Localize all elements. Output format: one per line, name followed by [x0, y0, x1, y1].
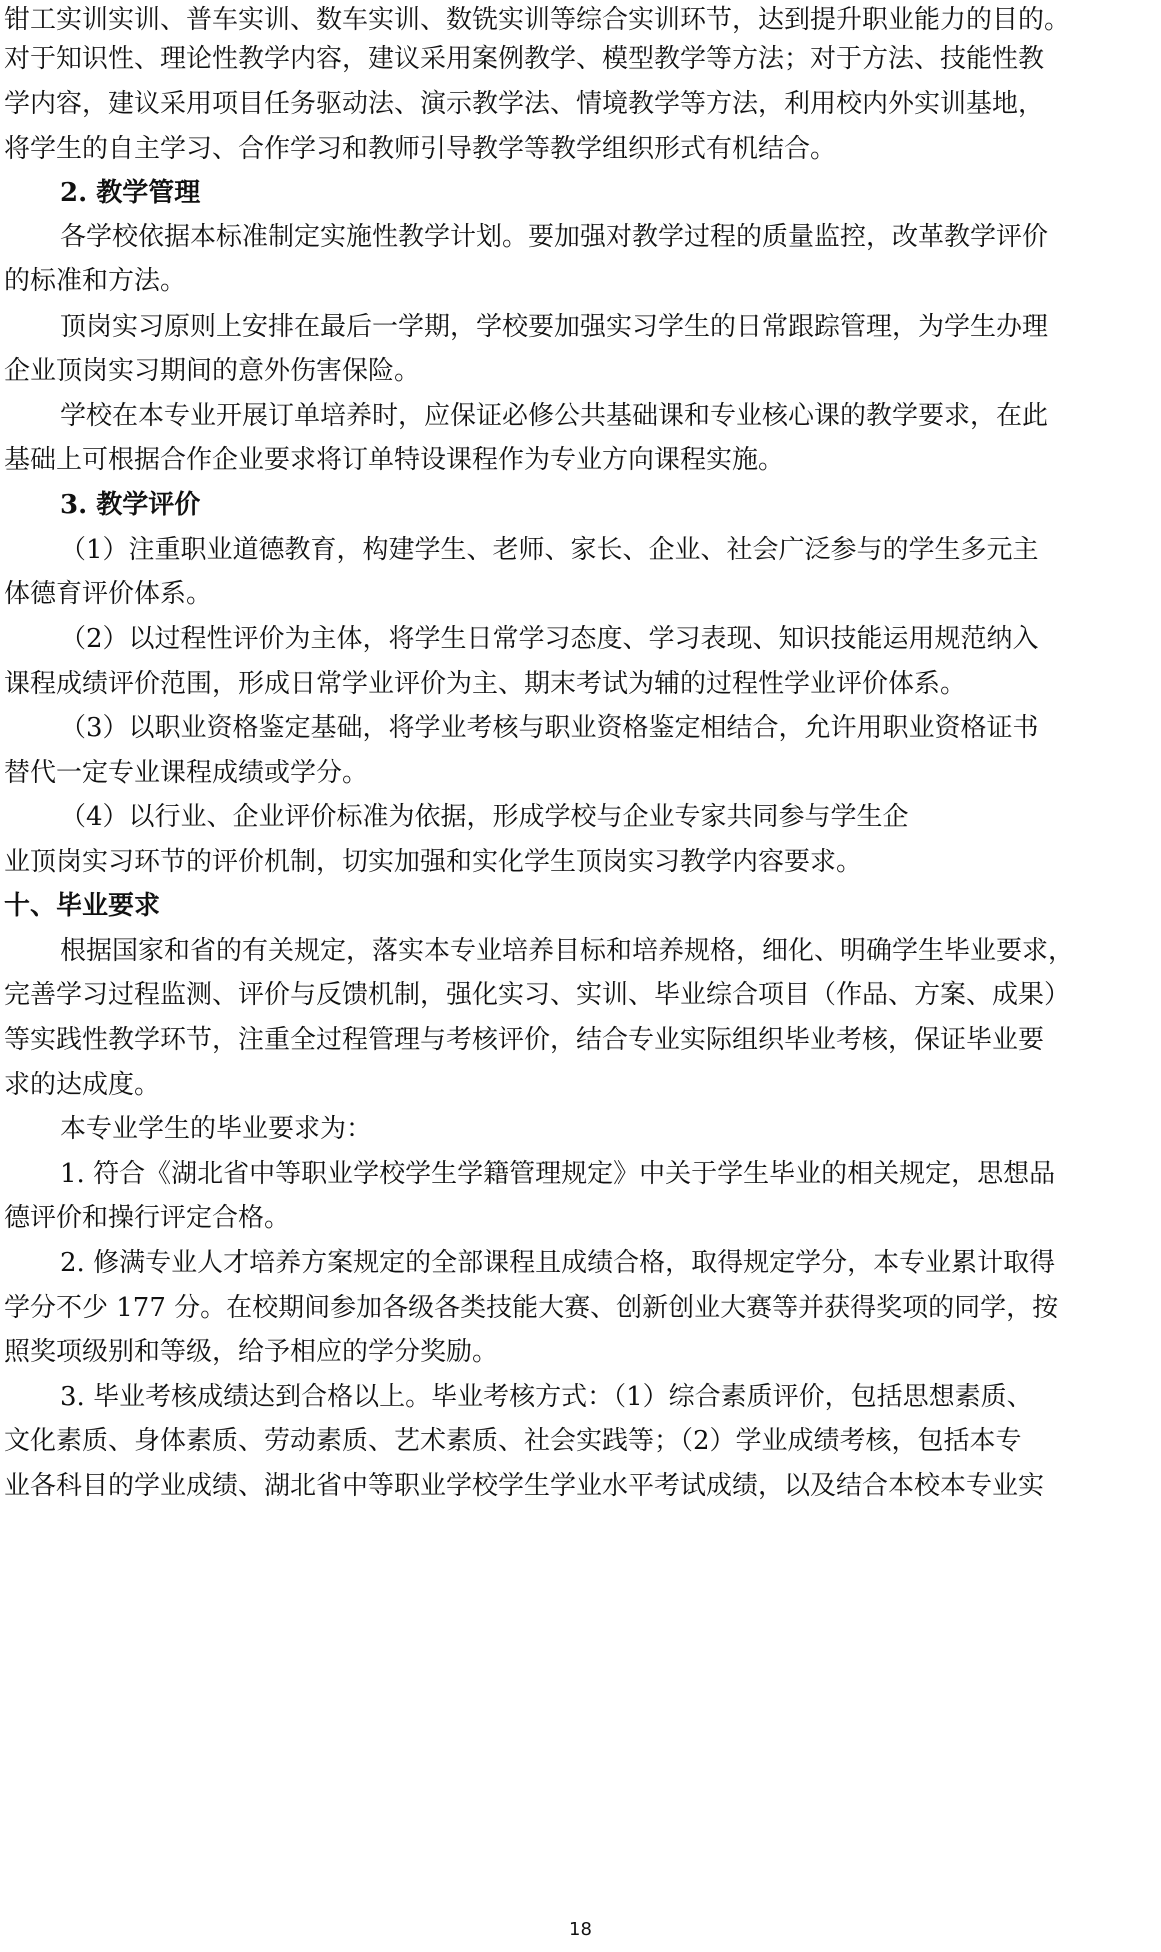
text-line: （1）注重职业道德教育，构建学生、老师、家长、企业、社会广泛参与的学生多元主 [60, 535, 1039, 565]
section-heading-teaching-management: 2. 教学管理 [60, 178, 201, 208]
chapter-heading-graduation-requirements: 十、毕业要求 [4, 891, 161, 921]
text-line: 替代一定专业课程成绩或学分。 [4, 758, 369, 788]
text-line: 德评价和操行评定合格。 [4, 1203, 291, 1233]
text-line: 本专业学生的毕业要求为： [60, 1114, 373, 1144]
text-line: 学校在本专业开展订单培养时，应保证必修公共基础课和专业核心课的教学要求，在此 [60, 401, 1049, 431]
text-line: 照奖项级别和等级，给予相应的学分奖励。 [4, 1337, 499, 1367]
text-line: 钳工实训实训、普车实训、数车实训、数铣实训等综合实训环节，达到提升职业能力的目的。 [4, 5, 1071, 35]
text-line: 等实践性教学环节，注重全过程管理与考核评价，结合专业实际组织毕业考核，保证毕业要 [4, 1025, 1045, 1055]
page-number: 18 [569, 1919, 592, 1940]
text-line: 业各科目的学业成绩、湖北省中等职业学校学生学业水平考试成绩，以及结合本校本专业实 [4, 1471, 1045, 1501]
text-line: 课程成绩评价范围，形成日常学业评价为主、期末考试为辅的过程性学业评价体系。 [4, 669, 967, 699]
text-line: 将学生的自主学习、合作学习和教师引导教学等教学组织形式有机结合。 [4, 134, 837, 164]
text-line: 2. 修满专业人才培养方案规定的全部课程且成绩合格，取得规定学分，本专业累计取得 [60, 1248, 1056, 1278]
text-line: 3. 毕业考核成绩达到合格以上。毕业考核方式：（1）综合素质评价，包括思想素质、 [60, 1382, 1033, 1412]
text-line: 体德育评价体系。 [4, 579, 213, 609]
text-line: 文化素质、身体素质、劳动素质、艺术素质、社会实践等；（2）学业成绩考核，包括本专 [4, 1426, 1022, 1456]
text-line: 完善学习过程监测、评价与反馈机制，强化实习、实训、毕业综合项目（作品、方案、成果） [4, 980, 1071, 1010]
text-line: 求的达成度。 [4, 1070, 161, 1100]
text-line: 1. 符合《湖北省中等职业学校学生学籍管理规定》中关于学生毕业的相关规定，思想品 [60, 1159, 1056, 1189]
text-line: 对于知识性、理论性教学内容，建议采用案例教学、模型教学等方法；对于方法、技能性教 [4, 44, 1045, 74]
text-line: 根据国家和省的有关规定，落实本专业培养目标和培养规格，细化、明确学生毕业要求， [60, 936, 1075, 966]
text-line: 业顶岗实习环节的评价机制，切实加强和实化学生顶岗实习教学内容要求。 [4, 847, 863, 877]
text-line: 学内容，建议采用项目任务驱动法、演示教学法、情境教学等方法，利用校内外实训基地， [4, 89, 1045, 119]
text-line: 的标准和方法。 [4, 266, 187, 296]
text-line: 基础上可根据合作企业要求将订单特设课程作为专业方向课程实施。 [4, 445, 785, 475]
section-heading-teaching-evaluation: 3. 教学评价 [60, 490, 201, 520]
text-line: 学分不少 177 分。在校期间参加各级各类技能大赛、创新创业大赛等并获得奖项的同学，按 [4, 1293, 1059, 1323]
text-line: 各学校依据本标准制定实施性教学计划。要加强对教学过程的质量监控，改革教学评价 [60, 222, 1049, 252]
text-line: 企业顶岗实习期间的意外伤害保险。 [4, 356, 421, 386]
text-line: （3）以职业资格鉴定基础，将学业考核与职业资格鉴定相结合，允许用职业资格证书 [60, 713, 1039, 743]
text-line: 顶岗实习原则上安排在最后一学期，学校要加强实习学生的日常跟踪管理，为学生办理 [60, 312, 1049, 342]
text-line: （4）以行业、企业评价标准为依据，形成学校与企业专家共同参与学生企 [60, 802, 909, 832]
text-line: （2）以过程性评价为主体，将学生日常学习态度、学习表现、知识技能运用规范纳入 [60, 624, 1039, 654]
